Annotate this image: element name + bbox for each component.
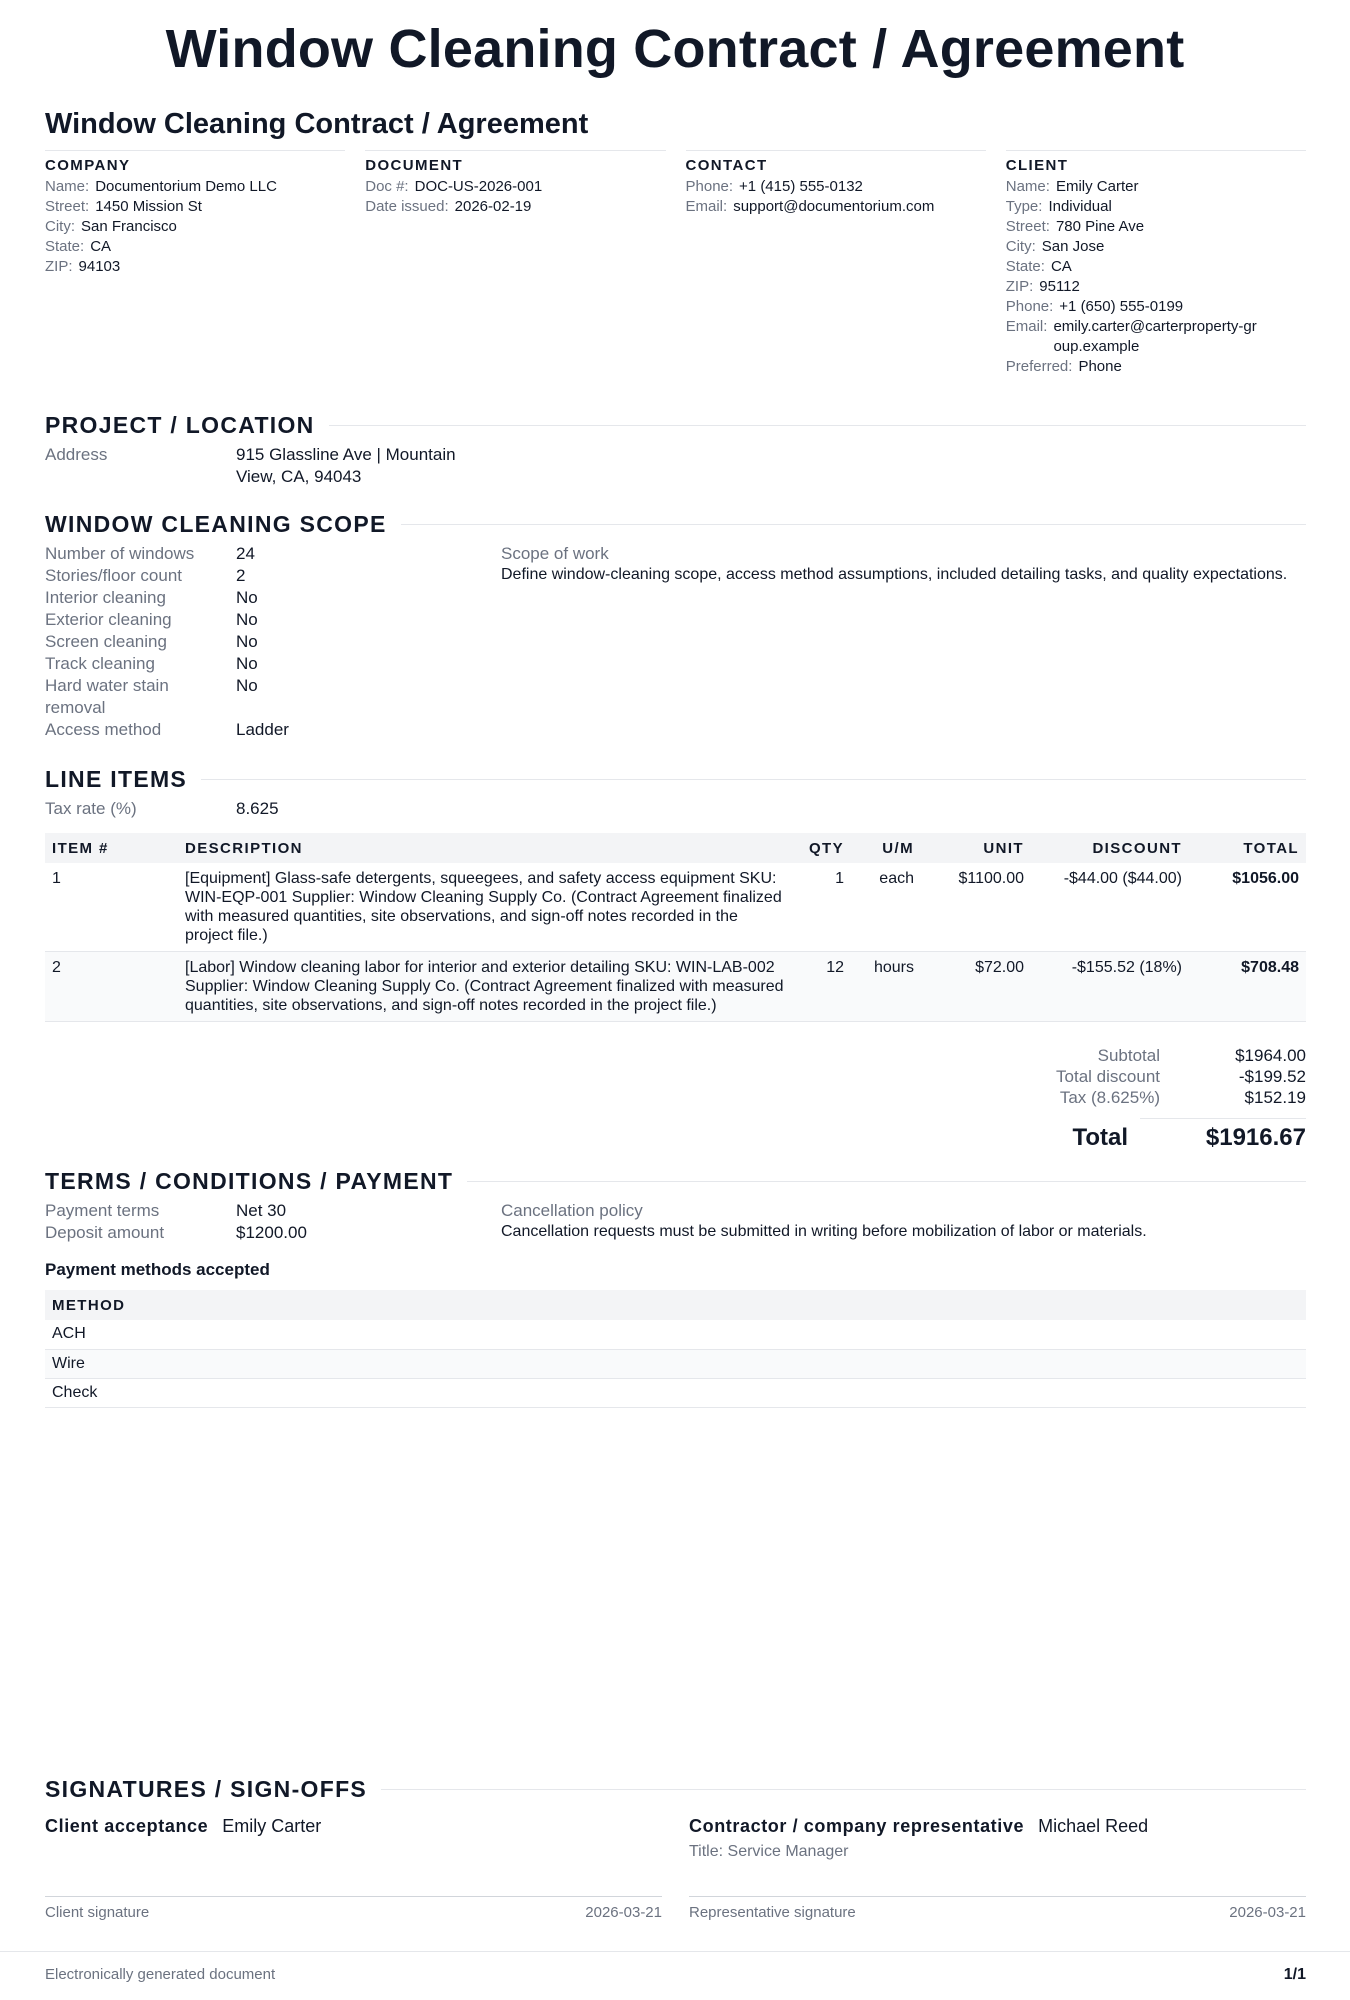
- cell-description: [Labor] Window cleaning labor for interior and exterior detailing SKU: WIN-LAB-002 Supplier: Window Cleaning Supply Co. (Contract Agreement finalized with measured quantities, site observations, and sign-off notes recorded in the project file.): [178, 952, 797, 1022]
- scope-value: Ladder: [236, 720, 289, 739]
- col-unit: UNIT: [921, 833, 1031, 863]
- client-signature-line: [45, 1896, 662, 1897]
- company-block: [45, 150, 345, 377]
- client-signature-date: 2026-03-21: [585, 1904, 662, 1921]
- terms-section-header: [45, 1168, 1306, 1195]
- company-city-label: City:: [45, 218, 75, 235]
- client-state-value: CA: [1050, 258, 1072, 275]
- contact-heading: CONTACT: [685, 157, 768, 174]
- client-signature-label: Client signature: [45, 1904, 150, 1921]
- client-street-value: 780 Pine Ave: [1055, 218, 1145, 235]
- scope-section-header: [45, 511, 1306, 538]
- tax-rate: [45, 798, 279, 820]
- client-signer-name: Emily Carter: [222, 1816, 322, 1836]
- client-zip-label: ZIP:: [1005, 278, 1034, 295]
- col-discount: DISCOUNT: [1031, 833, 1189, 863]
- rep-signature-line: [689, 1896, 1306, 1897]
- cell-um: hours: [851, 952, 921, 1022]
- client-block: [1006, 150, 1306, 377]
- scope-value: 24: [236, 544, 255, 563]
- address-label: Address: [45, 445, 108, 464]
- cell-total: $1056.00: [1189, 863, 1306, 952]
- scope-of-work: [501, 543, 1306, 585]
- payment-terms-value: Net 30: [236, 1201, 287, 1220]
- client-row: [1006, 317, 1306, 357]
- client-row: [1006, 237, 1306, 257]
- scope-row: [45, 719, 465, 741]
- cell-discount: -$44.00 ($44.00): [1031, 863, 1189, 952]
- page-footer: [0, 1951, 1350, 1983]
- section-divider: [467, 1181, 1306, 1182]
- client-state-label: State:: [1005, 258, 1045, 275]
- client-signature-head: [45, 1816, 662, 1837]
- cell-unit: $1100.00: [921, 863, 1031, 952]
- grand-total-row: [900, 1118, 1306, 1152]
- scope-row: [45, 587, 465, 609]
- scope-details: [45, 543, 465, 741]
- document-block: [365, 150, 665, 377]
- company-row: [45, 217, 345, 237]
- totals-block: [900, 1045, 1306, 1152]
- client-name-value: Emily Carter: [1055, 178, 1139, 195]
- table-header-row: [45, 1290, 1306, 1320]
- discount-row: [900, 1066, 1306, 1087]
- rep-signature-date: 2026-03-21: [1229, 1904, 1306, 1921]
- company-state-label: State:: [45, 238, 85, 255]
- client-email-value: emily.carter@carterproperty-group.example: [1053, 318, 1257, 355]
- tax-rate-value: 8.625: [236, 799, 279, 818]
- payment-terms-label: Payment terms: [45, 1201, 160, 1220]
- deposit-label: Deposit amount: [45, 1223, 165, 1242]
- line-items-section-header: [45, 766, 1306, 793]
- table-row: [45, 1320, 1306, 1349]
- col-item: ITEM #: [45, 833, 178, 863]
- section-divider: [401, 524, 1306, 525]
- signatures-heading: SIGNATURES / SIGN-OFFS: [45, 1776, 368, 1802]
- company-street-value: 1450 Mission St: [95, 198, 202, 215]
- scope-row: [45, 653, 465, 675]
- scope-label: Stories/floor count: [45, 566, 183, 585]
- rep-signer-name: Michael Reed: [1038, 1816, 1149, 1836]
- client-row: [1006, 217, 1306, 237]
- client-city-label: City:: [1005, 238, 1036, 255]
- rep-signature-footer: [689, 1904, 1306, 1921]
- project-address: [45, 444, 486, 488]
- client-email-label: Email:: [1005, 318, 1048, 335]
- rep-signature-head: [689, 1816, 1306, 1837]
- client-preferred-label: Preferred:: [1005, 358, 1073, 375]
- scope-value: 2: [236, 566, 246, 585]
- scope-value: No: [236, 610, 258, 629]
- tax-rate-label: Tax rate (%): [45, 799, 137, 818]
- table-row: [45, 863, 1306, 952]
- footer-note: Electronically generated document: [45, 1966, 276, 1983]
- document-heading: DOCUMENT: [365, 157, 464, 174]
- line-items-table: [45, 833, 1306, 1022]
- payment-methods-table: [45, 1290, 1306, 1408]
- method-cell: Check: [45, 1378, 1306, 1407]
- tax-label: Tax (8.625%): [1059, 1088, 1160, 1107]
- scope-value: No: [236, 588, 258, 607]
- document-row: [365, 197, 665, 217]
- page-number: 1/1: [1283, 1966, 1306, 1983]
- scope-label: Access method: [45, 720, 162, 739]
- section-divider: [381, 1789, 1306, 1790]
- client-heading: CLIENT: [1005, 157, 1069, 174]
- contact-phone-label: Phone:: [685, 178, 734, 195]
- company-row: [45, 237, 345, 257]
- client-signature-footer: [45, 1904, 662, 1921]
- cell-description: [Equipment] Glass-safe detergents, squeegees, and safety access equipment SKU: WIN-EQP-001 Supplier: Window Cleaning Supply Co. (Contract Agreement finalized with measured quantities, site observations, and sign-off notes recorded in the project file.): [178, 863, 797, 952]
- client-row: [1006, 357, 1306, 377]
- scope-row: [45, 565, 465, 587]
- scope-value: No: [236, 676, 258, 695]
- cell-qty: 1: [797, 863, 851, 952]
- section-divider: [201, 779, 1306, 780]
- client-type-label: Type:: [1005, 198, 1043, 215]
- col-qty: QTY: [797, 833, 851, 863]
- scope-label: Track cleaning: [45, 654, 155, 673]
- subtotal-label: Subtotal: [1097, 1046, 1160, 1065]
- deposit-amount: [45, 1222, 307, 1244]
- company-zip-value: 94103: [78, 258, 121, 275]
- date-issued-label: Date issued:: [365, 198, 449, 215]
- col-um: U/M: [851, 833, 921, 863]
- company-row: [45, 197, 345, 217]
- method-cell: ACH: [45, 1320, 1306, 1349]
- discount-label: Total discount: [1056, 1067, 1160, 1086]
- client-row: [1006, 277, 1306, 297]
- cell-um: each: [851, 863, 921, 952]
- client-phone-label: Phone:: [1005, 298, 1054, 315]
- subtotal-row: [900, 1045, 1306, 1066]
- subtotal-value: $1964.00: [1235, 1046, 1306, 1065]
- discount-value: -$199.52: [1238, 1067, 1306, 1086]
- client-row: [1006, 197, 1306, 217]
- client-street-label: Street:: [1005, 218, 1050, 235]
- contact-block: [686, 150, 986, 377]
- contact-email-label: Email:: [685, 198, 728, 215]
- table-row: [45, 952, 1306, 1022]
- project-heading: PROJECT / LOCATION: [45, 412, 315, 438]
- client-row: [1006, 297, 1306, 317]
- deposit-value: $1200.00: [236, 1223, 307, 1242]
- client-zip-value: 95112: [1039, 278, 1080, 295]
- scope-row: [45, 543, 465, 565]
- scope-of-work-label: Scope of work: [501, 544, 609, 563]
- cancellation-policy: [501, 1200, 1306, 1242]
- client-name-label: Name:: [1005, 178, 1050, 195]
- table-row: [45, 1349, 1306, 1378]
- client-row: [1006, 177, 1306, 197]
- scope-value: No: [236, 654, 258, 673]
- doc-number-value: DOC-US-2026-001: [414, 178, 543, 195]
- scope-row: [45, 675, 465, 719]
- col-method: METHOD: [45, 1290, 1306, 1320]
- company-street-label: Street:: [45, 198, 90, 215]
- grand-total-value: $1916.67: [1140, 1118, 1306, 1152]
- project-section-header: [45, 412, 1306, 439]
- company-name-value: Documentorium Demo LLC: [95, 178, 277, 195]
- date-issued-value: 2026-02-19: [454, 198, 532, 215]
- table-header-row: [45, 833, 1306, 863]
- contact-phone-value: +1 (415) 555-0132: [739, 178, 863, 195]
- line-items-heading: LINE ITEMS: [45, 766, 188, 792]
- signatures-section-header: [45, 1776, 1306, 1803]
- client-type-value: Individual: [1048, 198, 1112, 215]
- rep-signature-label: Representative signature: [689, 1904, 856, 1921]
- client-signature-block: [45, 1816, 662, 1921]
- company-zip-label: ZIP:: [45, 258, 73, 275]
- doc-number-label: Doc #:: [365, 178, 409, 195]
- table-row: [45, 1378, 1306, 1407]
- contact-row: [686, 197, 986, 217]
- col-total: TOTAL: [1189, 833, 1306, 863]
- address-value: 915 Glassline Ave | Mountain View, CA, 94043: [236, 445, 456, 486]
- rep-role: Contractor / company representative: [689, 1816, 1025, 1836]
- scope-label: Interior cleaning: [45, 588, 166, 607]
- company-heading: COMPANY: [45, 157, 131, 174]
- payment-methods-title: Payment methods accepted: [45, 1260, 270, 1279]
- grand-total-label: Total: [1072, 1124, 1128, 1151]
- contact-email-value: support@documentorium.com: [733, 198, 935, 215]
- tax-row: [900, 1087, 1306, 1108]
- scope-row: [45, 631, 465, 653]
- company-city-value: San Francisco: [81, 218, 177, 235]
- company-row: [45, 177, 345, 197]
- document-subtitle: Window Cleaning Contract / Agreement: [45, 108, 589, 140]
- client-row: [1006, 257, 1306, 277]
- scope-label: Exterior cleaning: [45, 610, 172, 629]
- scope-of-work-text: Define window-cleaning scope, access method assumptions, included detailing tasks, and quality expectations.: [501, 566, 1288, 583]
- col-description: DESCRIPTION: [178, 833, 797, 863]
- scope-label: Screen cleaning: [45, 632, 167, 651]
- rep-title: Title: Service Manager: [689, 1843, 849, 1860]
- client-phone-value: +1 (650) 555-0199: [1059, 298, 1184, 315]
- client-preferred-value: Phone: [1078, 358, 1122, 375]
- payment-terms: [45, 1200, 286, 1222]
- client-role: Client acceptance: [45, 1816, 209, 1836]
- document-row: [365, 177, 665, 197]
- scope-label: Number of windows: [45, 544, 195, 563]
- method-cell: Wire: [45, 1349, 1306, 1378]
- scope-value: No: [236, 632, 258, 651]
- cell-item: 1: [45, 863, 178, 952]
- cell-item: 2: [45, 952, 178, 1022]
- section-divider: [329, 425, 1306, 426]
- terms-heading: TERMS / CONDITIONS / PAYMENT: [45, 1168, 454, 1194]
- company-name-label: Name:: [45, 178, 90, 195]
- cancellation-text: Cancellation requests must be submitted in writing before mobilization of labor or materials.: [501, 1223, 1147, 1240]
- scope-label: Hard water stain removal: [45, 676, 169, 717]
- cell-unit: $72.00: [921, 952, 1031, 1022]
- document-title: Window Cleaning Contract / Agreement: [165, 19, 1185, 79]
- representative-signature-block: [689, 1816, 1306, 1921]
- cell-qty: 12: [797, 952, 851, 1022]
- tax-value: $152.19: [1244, 1088, 1306, 1107]
- contact-row: [686, 177, 986, 197]
- company-state-value: CA: [90, 238, 112, 255]
- cancellation-label: Cancellation policy: [501, 1201, 643, 1220]
- scope-row: [45, 609, 465, 631]
- cell-total: $708.48: [1189, 952, 1306, 1022]
- cell-discount: -$155.52 (18%): [1031, 952, 1189, 1022]
- company-row: [45, 257, 345, 277]
- client-city-value: San Jose: [1041, 238, 1105, 255]
- scope-heading: WINDOW CLEANING SCOPE: [45, 511, 387, 537]
- header-info-grid: [45, 150, 1306, 377]
